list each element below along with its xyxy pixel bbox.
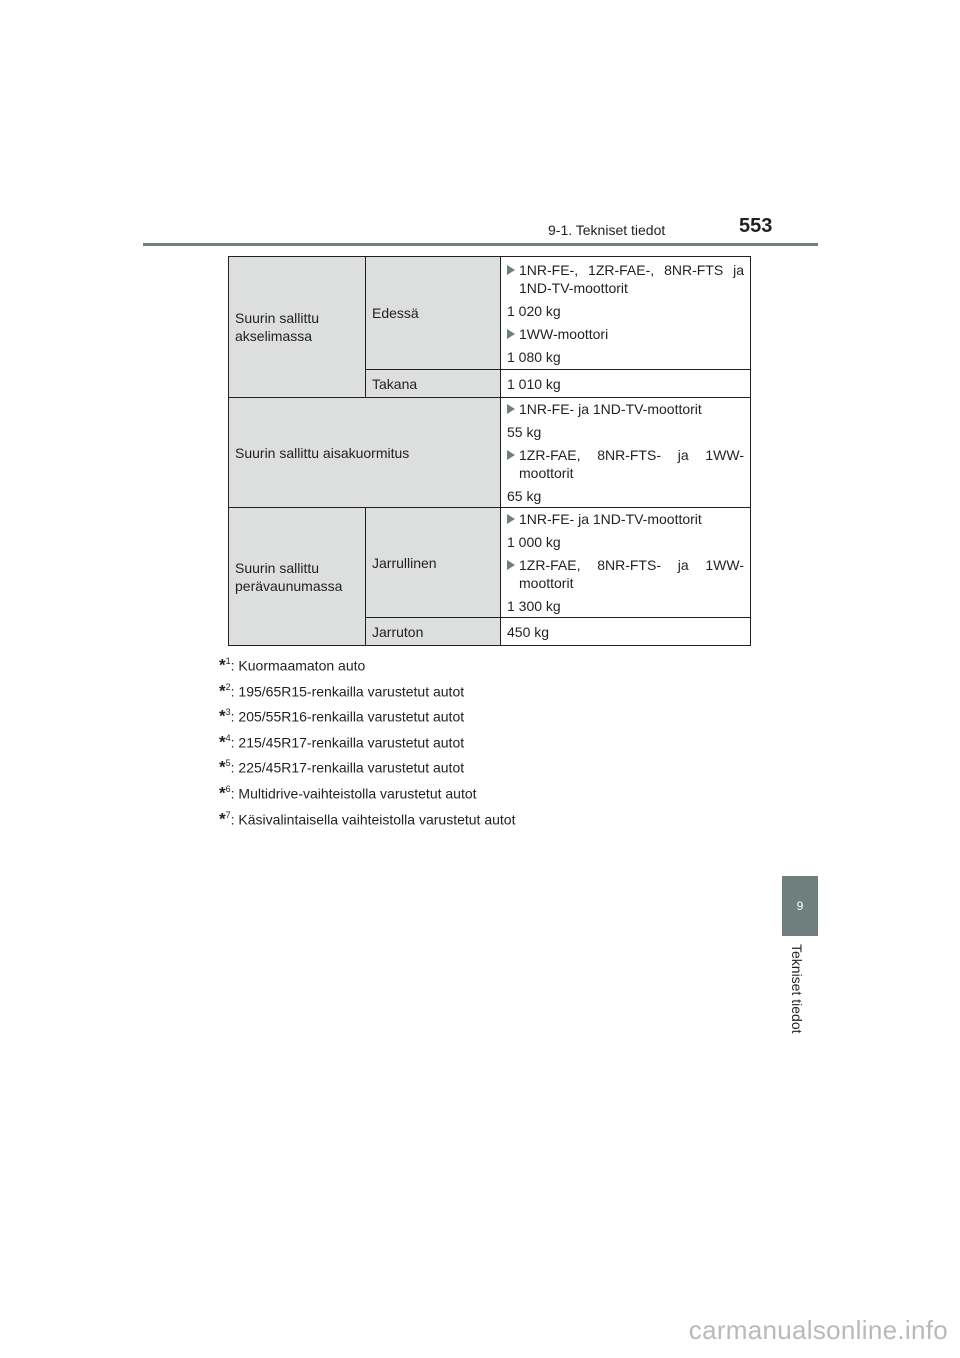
weight-value: 1 080 kg xyxy=(507,348,561,365)
footnote: *$^6$: Multidrive-vaihteistolla varustetut autot xyxy=(219,783,477,803)
watermark: carmanualsonline.info xyxy=(688,1315,948,1345)
axle-front-label: Edessä xyxy=(366,257,501,370)
list-item xyxy=(507,446,744,482)
trailer-braked-label: Jarrullinen xyxy=(366,508,501,618)
axle-rear-value: 1 010 kg xyxy=(501,370,751,398)
footnote: *$^3$: 205/55R16-renkailla varustetut autot xyxy=(219,706,465,726)
list-item xyxy=(507,325,744,343)
triangle-bullet-icon xyxy=(507,329,515,339)
triangle-bullet-icon xyxy=(507,265,515,275)
section-title: 9-1. Tekniset tiedot xyxy=(548,222,666,238)
list-item xyxy=(507,400,744,418)
triangle-bullet-icon xyxy=(507,450,515,460)
footnote: *$^1$: Kuormaamaton auto xyxy=(219,655,366,675)
roof-load-label: Suurin sallittu aisakuormitus xyxy=(229,398,501,508)
table-row xyxy=(229,398,751,508)
chapter-title: Tekniset tiedot xyxy=(789,944,805,1034)
axle-front-values xyxy=(501,257,751,370)
trailer-unbraked-value: 450 kg xyxy=(501,618,751,646)
axle-rear-label: Takana xyxy=(366,370,501,398)
engine-list: 1NR-FE- ja 1ND-TV-moottorit xyxy=(519,401,702,417)
triangle-bullet-icon xyxy=(507,404,515,414)
footnotes xyxy=(219,650,759,829)
list-item xyxy=(507,261,744,297)
triangle-bullet-icon xyxy=(507,514,515,524)
engine-list: 1ZR-FAE, 8NR-FTS- ja 1WW-moottorit xyxy=(519,557,744,591)
weight-value: 1 020 kg xyxy=(507,302,561,319)
weight-value: 55 kg xyxy=(507,424,542,440)
footnote: *$^7$: Käsivalintaisella vaihteistolla varustetut autot xyxy=(219,809,516,829)
chapter-tab[interactable] xyxy=(782,876,818,936)
trailer-unbraked-label: Jarruton xyxy=(366,618,501,646)
triangle-bullet-icon xyxy=(507,560,515,570)
engine-list: 1NR-FE- ja 1ND-TV-moottorit xyxy=(519,511,702,527)
weight-value: 1 300 kg xyxy=(507,598,561,614)
trailer-braked-values xyxy=(501,508,751,618)
header-rule xyxy=(143,243,818,246)
table-row xyxy=(229,508,751,618)
table-row xyxy=(229,257,751,370)
engine-list: 1WW-moottori xyxy=(519,325,609,342)
spec-table xyxy=(228,256,751,646)
footnote: *$^5$: 225/45R17-renkailla varustetut autot xyxy=(219,758,465,778)
list-item xyxy=(507,510,744,528)
page-number: 553 xyxy=(739,215,773,237)
axle-label: Suurin sallittu akselimassa xyxy=(229,257,366,398)
footnote: *$^4$: 215/45R17-renkailla varustetut autot xyxy=(219,732,465,752)
weight-value: 1 000 kg xyxy=(507,534,561,550)
engine-list: 1NR-FE-, 1ZR-FAE-, 8NR-FTS ja 1ND-TV-moottorit xyxy=(519,261,744,296)
footnote: *$^2$: 195/65R15-renkailla varustetut autot xyxy=(219,681,465,701)
trailer-label: Suurin sallittu perävaunumassa xyxy=(229,508,366,646)
weight-value: 65 kg xyxy=(507,488,542,504)
roof-load-values xyxy=(501,398,751,508)
chapter-number: 9 xyxy=(796,899,804,913)
list-item xyxy=(507,556,744,592)
engine-list: 1ZR-FAE, 8NR-FTS- ja 1WW-moottorit xyxy=(519,447,744,481)
